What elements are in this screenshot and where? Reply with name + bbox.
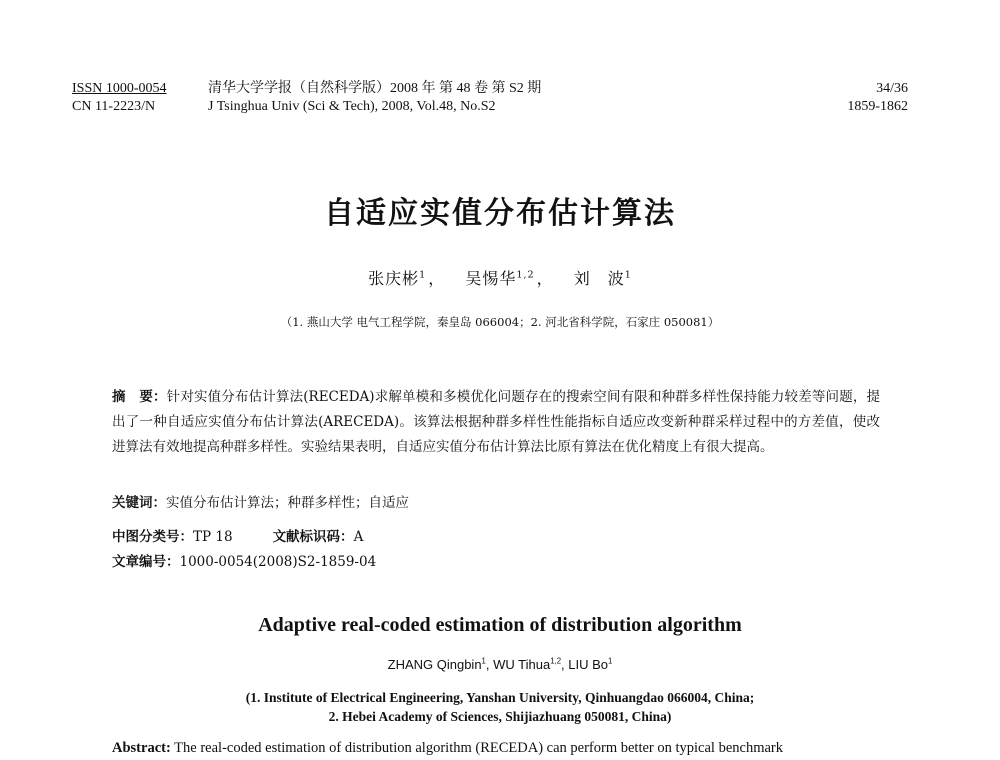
author-affiliation-mark-en: 1 (608, 656, 613, 666)
author-separator: ， (536, 269, 554, 288)
issn: ISSN 1000-0054 (72, 81, 167, 96)
journal-citation (208, 80, 541, 116)
keywords-label: 关键词： (112, 495, 166, 511)
paper-title-cn: 自适应实值分布估计算法 (324, 196, 676, 231)
author-name-en: ZHANG Qingbin (387, 657, 482, 672)
author-affiliation-mark: 1 (624, 269, 632, 281)
authors-en (0, 657, 1000, 672)
author-name: 张庆彬 (368, 269, 420, 288)
author-affiliation-mark-en: 1,2 (550, 656, 562, 666)
abstract-cn-label: 摘 要： (112, 389, 167, 405)
clc-value: TP 18 (193, 529, 233, 545)
journal-citation-en: J Tsinghua Univ (Sci & Tech), 2008, Vol.48, No.S2 (208, 99, 496, 114)
abstract-en (112, 740, 912, 757)
author-separator-en: , (561, 657, 569, 672)
paper-title-en: Adaptive real-coded estimation of distribution algorithm (258, 614, 742, 636)
classification-line (112, 527, 363, 547)
article-number-label: 文章编号： (112, 554, 180, 570)
abstract-en-label: Abstract: (112, 740, 171, 756)
affiliation-en (0, 688, 1000, 726)
clc-label: 中图分类号： (112, 529, 193, 545)
author-affiliation-mark: 1,2 (516, 269, 535, 281)
author-name-en: WU Tihua (493, 657, 551, 672)
page-range (847, 80, 908, 116)
issue-number: 34/36 (876, 81, 908, 96)
authors-cn (0, 266, 1000, 289)
author-name: 刘 波 (573, 269, 625, 288)
author-name-en: LIU Bo (568, 657, 609, 672)
keywords-text: 实值分布估计算法；种群多样性；自适应 (166, 495, 409, 511)
author-separator: ， (428, 269, 446, 288)
page-numbers: 1859-1862 (847, 99, 908, 114)
author-affiliation-mark: 1 (419, 269, 427, 281)
article-number-line (112, 552, 376, 572)
abstract-cn-text: 针对实值分布估计算法(RECEDA)求解单模和多模优化问题存在的搜索空间有限和种群多样性保持能力较差等问题，提出了一种自适应实值分布估计算法(ARECEDA)。该算法根据种群多样性性能指标自适应改变新种群采样过程中的方差值，使改进算法有效地提高种群多样性。实验结果表明，自适应实值分布估计算法比原有算法在优化精度上有很大提高。 (112, 389, 881, 455)
journal-citation-cn: 清华大学学报（自然科学版）2008 年 第 48 卷 第 S2 期 (208, 81, 542, 96)
abstract-cn (112, 385, 880, 460)
abstract-en-text: The real-coded estimation of distribution algorithm (RECEDA) can perform better on typical benchmark (174, 740, 783, 756)
journal-identifiers (72, 80, 167, 116)
article-number-value: 1000-0054(2008)S2-1859-04 (179, 554, 377, 570)
author-name: 吴惕华 (465, 269, 517, 288)
affiliation-en-line-2: 2. Hebei Academy of Sciences, Shijiazhuang 050081, China) (328, 709, 672, 724)
affiliation-en-line-1: (1. Institute of Electrical Engineering, Yanshan University, Qinhuangdao 066004, China; (245, 690, 755, 705)
keywords-cn (112, 493, 409, 513)
author-separator-en: , (485, 657, 494, 672)
author-affiliation-mark-en: 1 (481, 656, 486, 666)
affiliation-cn: （1. 燕山大学 电气工程学院，秦皇岛 066004；2. 河北省科学院，石家庄 050081） (280, 315, 720, 329)
cn-number: CN 11-2223/N (72, 99, 156, 114)
doc-code-label: 文献标识码： (272, 529, 354, 545)
doc-code-value: A (353, 529, 364, 545)
